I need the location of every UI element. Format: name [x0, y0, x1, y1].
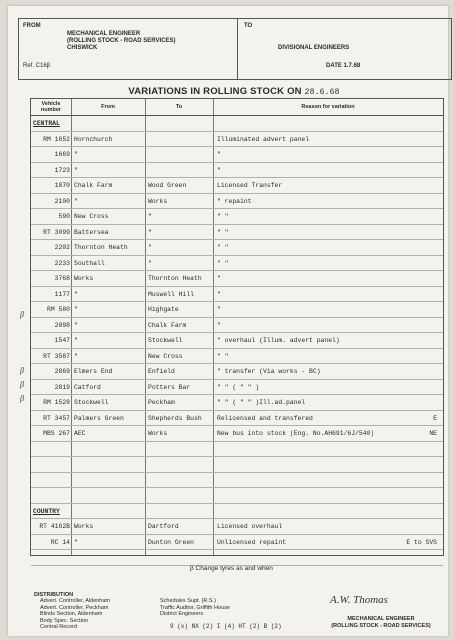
table-cell: " " — [217, 244, 229, 251]
distribution-item: Central Record — [40, 624, 77, 630]
table-cell: " — [74, 151, 78, 158]
table-cell: " — [217, 166, 221, 174]
row-extra-note: E to SVS — [406, 538, 437, 546]
table-cell: " — [217, 290, 221, 298]
table-cell: Dartford — [148, 523, 179, 530]
row-rule — [31, 410, 443, 411]
table-cell: 2819 — [54, 383, 70, 391]
row-rule — [31, 177, 443, 178]
from-line-3: CHISWICK — [67, 45, 98, 51]
distribution-item: District Engineers — [160, 611, 204, 617]
row-rule — [31, 363, 443, 364]
table-cell: 1669 — [54, 151, 70, 158]
table-cell: Peckham — [148, 399, 175, 406]
row-rule — [31, 224, 443, 225]
margin-mark: β — [20, 394, 24, 403]
row-rule — [31, 549, 443, 550]
from-box — [19, 19, 238, 79]
row-rule — [31, 518, 443, 519]
table-cell: 1870 — [54, 182, 70, 189]
table-cell: " — [148, 244, 152, 251]
table-cell: Battersea — [74, 228, 109, 236]
table-cell: New bus into stock (Eng. No.AH691/6J/540) — [217, 430, 375, 437]
distribution-col1 — [40, 598, 110, 631]
row-rule — [31, 146, 443, 147]
table-cell: " — [74, 538, 78, 546]
margin-mark: β — [20, 366, 24, 375]
table-cell: RM 1652 — [43, 135, 70, 143]
col-header-vehicle: Vehicle number — [40, 101, 62, 113]
table-cell: Southall — [74, 259, 105, 267]
header-rule — [31, 115, 443, 116]
row-rule — [31, 286, 443, 287]
table-cell: " " ( " " ) — [217, 383, 260, 391]
table-cell: Works — [74, 523, 94, 530]
table-cell: " — [217, 321, 221, 329]
table-cell: 590 — [58, 213, 70, 220]
distribution-item: Body Spec. Section — [40, 617, 89, 624]
table-cell: 2202 — [54, 244, 70, 251]
table-cell: Thornton Heath — [148, 275, 202, 282]
table-cell: RT 3587 — [43, 352, 70, 360]
table-cell: 1547 — [54, 337, 70, 344]
table-cell: " " — [217, 228, 229, 236]
row-extra-note: NE — [429, 430, 437, 437]
table-cell: RT 3457 — [43, 414, 70, 422]
row-rule — [31, 425, 443, 426]
table-cell: " — [74, 166, 78, 174]
table-cell: Stockwell — [74, 399, 109, 406]
row-rule — [31, 270, 443, 271]
table-cell: " — [148, 259, 152, 267]
signature: A.W. Thomas — [330, 594, 388, 606]
table-cell: " — [148, 228, 152, 236]
table-cell: RT 4162B — [39, 523, 70, 530]
table-cell: Licensed overhaul — [217, 523, 283, 530]
distribution-col2 — [160, 598, 230, 618]
reference: Ref. C16β — [23, 63, 51, 69]
from-line-2: (ROLLING STOCK - ROAD SERVICES) — [67, 38, 176, 44]
table-cell: " — [74, 290, 78, 298]
footnote-codes: 9 (x) NX (2) I (4) HT (2) B (2) — [170, 623, 282, 630]
table-cell: CENTRAL — [33, 120, 60, 127]
table-cell: 2233 — [54, 259, 70, 267]
table-cell: Works — [148, 197, 168, 205]
row-rule — [31, 456, 443, 457]
table-cell: " " ( " " )Ill.ad.panel — [217, 399, 306, 406]
distribution-item: Advert. Controller, Peckham — [40, 604, 109, 611]
table-cell: " — [74, 352, 78, 360]
table-cell: 2869 — [54, 368, 70, 375]
row-rule — [31, 317, 443, 318]
row-rule — [31, 131, 443, 132]
table-cell: Potters Bar — [148, 383, 191, 391]
table-cell: " " — [217, 259, 229, 267]
table-cell: 1177 — [54, 290, 70, 298]
table-cell: Highgate — [148, 306, 179, 313]
col-header-to: To — [175, 104, 183, 110]
table-cell: New Cross — [74, 213, 109, 220]
distribution-item: Traffic Auditor, Griffith House — [160, 604, 230, 611]
table-cell: " — [148, 213, 152, 220]
table-cell: " — [74, 306, 78, 313]
distribution-heading: DISTRIBUTION — [34, 592, 74, 598]
table-cell: Elmers End — [74, 368, 113, 375]
row-rule — [31, 534, 443, 535]
table-cell: " — [74, 197, 78, 205]
col-header-reason: Reason for variation — [301, 104, 355, 110]
row-extra-note: E — [433, 414, 437, 422]
table-cell: Wood Green — [148, 182, 187, 189]
to-value: DIVISIONAL ENGINEERS — [278, 45, 350, 51]
table-cell: 1723 — [54, 166, 70, 174]
table-cell: RC 14 — [50, 538, 70, 546]
title-date: 28.6.68 — [304, 88, 340, 97]
table-cell: Relicensed and transfered — [217, 414, 313, 422]
table-cell: " — [74, 321, 78, 329]
row-rule — [31, 208, 443, 209]
table-cell: 3768 — [54, 275, 70, 282]
table-cell: MBS 267 — [43, 430, 70, 437]
table-cell: Unlicensed repaint — [217, 538, 287, 546]
table-cell: " repaint — [217, 197, 252, 205]
row-rule — [31, 301, 443, 302]
table-cell: " " — [217, 213, 229, 220]
distribution-item: Advert. Controller, Aldenham — [40, 598, 111, 604]
margin-mark: β — [20, 310, 24, 319]
row-rule — [31, 348, 443, 349]
table-cell: Illuminated advert panel — [217, 135, 310, 143]
table-cell: Chalk Farm — [74, 182, 113, 189]
to-label: TO — [244, 23, 253, 29]
table-cell: Chalk Farm — [148, 321, 187, 329]
margin-mark: β — [20, 380, 24, 389]
table-cell: Catford — [74, 383, 101, 391]
table-cell: RM 580 — [46, 306, 70, 313]
table-cell: " — [217, 275, 221, 282]
table-cell: " — [74, 337, 78, 344]
row-rule — [31, 441, 443, 442]
row-rule — [31, 472, 443, 473]
row-rule — [31, 487, 443, 488]
table-cell: Hornchurch — [74, 135, 113, 143]
table-cell: Works — [74, 275, 94, 282]
table-cell: COUNTRY — [33, 507, 60, 515]
table-cell: 2098 — [54, 321, 70, 329]
signoff-line-1: MECHANICAL ENGINEER — [347, 616, 415, 622]
row-rule — [31, 193, 443, 194]
table-cell: " overhaul (Illum. advert panel) — [217, 337, 340, 344]
table-cell: Shepherds Bush — [148, 414, 202, 422]
from-line-1: MECHANICAL ENGINEER — [67, 31, 141, 37]
page-title — [18, 86, 450, 97]
memo-date: DATE 1.7.68 — [326, 63, 361, 69]
table-cell: Thornton Heath — [74, 244, 128, 251]
to-box — [238, 19, 451, 79]
row-rule — [31, 332, 443, 333]
table-cell: AEC — [74, 430, 86, 437]
signoff-line-2: (ROLLING STOCK - ROAD SERVICES) — [331, 622, 431, 629]
memo-header — [18, 18, 452, 80]
distribution-item: Blinds Section, Aldenham — [40, 611, 103, 617]
footnote: β Change tyres as and when — [190, 565, 273, 572]
table-cell: 2100 — [54, 197, 70, 205]
table-cell: Stockwell — [148, 337, 183, 344]
table-cell: " transfer (Via works - BC) — [217, 368, 321, 375]
table-cell: Palmers Green — [74, 414, 124, 422]
table-cell: Licensed Transfer — [217, 182, 283, 189]
title-text: VARIATIONS IN ROLLING STOCK ON — [128, 86, 302, 97]
from-label: FROM — [23, 23, 41, 29]
signoff — [318, 616, 444, 629]
row-rule — [31, 379, 443, 380]
table-cell: " — [217, 151, 221, 158]
col-header-from: From — [101, 104, 115, 110]
row-rule — [31, 255, 443, 256]
row-rule — [31, 394, 443, 395]
table-cell: New Cross — [148, 352, 183, 360]
table-cell: " — [217, 306, 221, 313]
row-rule — [31, 162, 443, 163]
row-rule — [31, 503, 443, 504]
row-rule — [31, 239, 443, 240]
table-cell: Works — [148, 430, 168, 437]
table-cell: " " — [217, 352, 229, 360]
table-cell: Muswell Hill — [148, 290, 195, 298]
distribution-item: Schedules Supt. (R.S.) — [160, 598, 216, 604]
table-cell: RT 3099 — [43, 228, 70, 236]
table-cell: RM 1528 — [43, 399, 70, 406]
variations-table — [30, 98, 444, 556]
table-cell: Dunton Green — [148, 538, 195, 546]
table-cell: Enfield — [148, 368, 175, 375]
